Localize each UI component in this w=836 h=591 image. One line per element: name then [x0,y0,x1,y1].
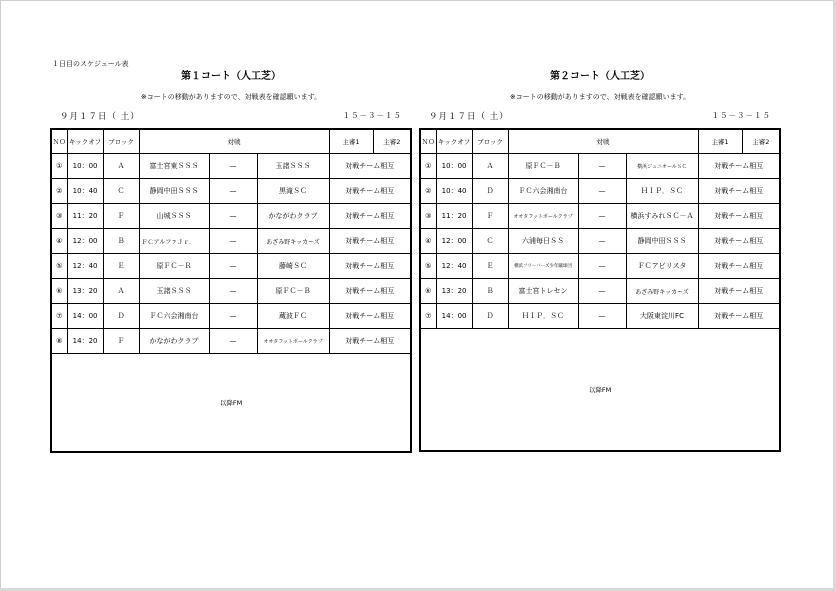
remark-text: 以降FM [51,354,411,453]
row-home-team: 山城ＳＳＳ [139,204,209,229]
row-block: Ａ [472,154,508,179]
court-date: ９月１７日（ 土） [429,112,509,122]
header-match: 対戦 [508,129,698,154]
row-away-team: ＨＩＰ．ＳＣ [626,179,698,204]
table-row [51,179,411,204]
row-no: ③ [51,204,67,229]
row-away-team: 静岡中田ＳＳＳ [626,229,698,254]
remark-row [51,354,411,453]
row-home-team: 原ＦＣ－Ｒ [139,254,209,279]
table-row [420,229,780,254]
row-separator: — [209,279,257,304]
row-referee: 対戦チーム相互 [329,229,411,254]
row-block: Ａ [103,279,139,304]
table-row [420,204,780,229]
row-referee: 対戦チーム相互 [329,304,411,329]
header-kickoff: キックオフ [436,129,472,154]
row-kickoff: 11：20 [67,204,103,229]
row-block: Ｄ [472,179,508,204]
court-note: ※コートの移動がありますので、対戦表を確認願います。 [509,93,691,101]
row-kickoff: 13：20 [67,279,103,304]
row-home-team: 玉諸ＳＳＳ [139,279,209,304]
row-away-team: 藤崎ＳＣ [257,254,329,279]
remark-text: 以降FM [420,329,780,452]
row-block: Ａ [103,154,139,179]
row-block: Ｅ [472,254,508,279]
row-referee: 対戦チーム相互 [698,279,780,304]
header-block: ブロック [103,129,139,154]
row-kickoff: 11：20 [436,204,472,229]
table-row [420,304,780,329]
row-referee: 対戦チーム相互 [329,179,411,204]
court-1 [50,68,412,453]
header-no: ＮＯ [51,129,67,154]
header-kickoff: キックオフ [67,129,103,154]
row-home-team: かながわクラブ [139,329,209,354]
court-note: ※コートの移動がありますので、対戦表を確認願います。 [140,93,322,101]
row-home-team: 原ＦＣ－Ｂ [508,154,578,179]
row-home-team: ＦＣアルファＪｒ． [139,229,209,254]
row-kickoff: 10：00 [67,154,103,179]
row-separator: — [578,254,626,279]
row-away-team: 黒滝ＳＣ [257,179,329,204]
row-referee: 対戦チーム相互 [329,204,411,229]
table-row [420,179,780,204]
row-kickoff: 12：40 [67,254,103,279]
row-away-team: オオタフットボールクラブ [257,329,329,354]
header-match: 対戦 [139,129,329,154]
row-separator: — [209,204,257,229]
row-referee: 対戦チーム相互 [698,179,780,204]
row-block: Ｄ [103,304,139,329]
row-kickoff: 14：00 [67,304,103,329]
row-no: ④ [420,229,436,254]
row-kickoff: 12：00 [436,229,472,254]
row-no: ⑤ [420,254,436,279]
row-home-team: ＨＩＰ．ＳＣ [508,304,578,329]
table-row [51,329,411,354]
row-kickoff: 12：40 [436,254,472,279]
row-no: ⑧ [51,329,67,354]
row-home-team: ＦＣ六会湘南台 [139,304,209,329]
row-separator: — [209,254,257,279]
table-row [51,229,411,254]
header-referee-1: 主審1 [698,129,742,154]
table-header-row [420,129,780,154]
row-referee: 対戦チーム相互 [329,279,411,304]
row-home-team: オオタフットボールクラブ [508,204,578,229]
row-away-team: 大阪東淀川FC [626,304,698,329]
row-no: ③ [420,204,436,229]
table-row [51,279,411,304]
row-referee: 対戦チーム相互 [698,204,780,229]
row-block: Ｂ [472,279,508,304]
row-separator: — [209,229,257,254]
row-referee: 対戦チーム相互 [698,304,780,329]
row-home-team: 静岡中田ＳＳＳ [139,179,209,204]
row-block: Ｅ [103,254,139,279]
row-no: ① [420,154,436,179]
row-no: ⑥ [420,279,436,304]
row-block: Ｃ [472,229,508,254]
row-home-team: 富士宮東ＳＳＳ [139,154,209,179]
row-separator: — [578,304,626,329]
court-title: 第２コート（人工芝） [550,71,650,82]
row-block: Ｆ [472,204,508,229]
row-home-team: 富士宮トレセン [508,279,578,304]
row-away-team: かながわクラブ [257,204,329,229]
remark-row [420,329,780,452]
row-referee: 対戦チーム相互 [329,329,411,354]
row-away-team: 横浜すみれＳＣ－Ａ [626,204,698,229]
row-separator: — [578,179,626,204]
row-separator: — [578,279,626,304]
row-block: Ｆ [103,204,139,229]
row-home-team: ＦＣ六会湘南台 [508,179,578,204]
row-kickoff: 14：20 [67,329,103,354]
court-date-row [50,108,412,124]
row-away-team: あざみ野キッカーズ [257,229,329,254]
row-home-team: 横浜フリーバーズ少年蹴球団 [508,254,578,279]
court-code: １５－３－１５ [711,111,771,120]
row-separator: — [209,154,257,179]
row-away-team: 原ＦＣ－Ｂ [257,279,329,304]
row-referee: 対戦チーム相互 [329,154,411,179]
row-away-team: 玉諸ＳＳＳ [257,154,329,179]
court-date: ９月１７日（ 土） [60,112,140,122]
court-title: 第１コート（人工芝） [181,71,281,82]
row-referee: 対戦チーム相互 [329,254,411,279]
table-row [420,279,780,304]
header-referee-2: 主審2 [742,129,780,154]
table-row [51,254,411,279]
table-row [51,154,411,179]
row-separator: — [209,304,257,329]
row-block: Ｄ [472,304,508,329]
table-row [51,304,411,329]
row-separator: — [578,229,626,254]
schedule-table [419,128,781,452]
row-separator: — [578,204,626,229]
header-referee-2: 主審2 [373,129,411,154]
row-kickoff: 12：00 [67,229,103,254]
header-referee-1: 主審1 [329,129,373,154]
row-referee: 対戦チーム相互 [698,254,780,279]
row-away-team: 横浜ジュニオールＳＣ [626,154,698,179]
table-row [420,154,780,179]
table-header-row [51,129,411,154]
row-home-team: 六浦毎日ＳＳ [508,229,578,254]
header-block: ブロック [472,129,508,154]
row-separator: — [209,179,257,204]
row-no: ⑦ [420,304,436,329]
row-kickoff: 14：00 [436,304,472,329]
row-kickoff: 13：20 [436,279,472,304]
row-away-team: ＦＣアビリスタ [626,254,698,279]
row-no: ⑤ [51,254,67,279]
row-no: ① [51,154,67,179]
row-away-team: 蔵波ＦＣ [257,304,329,329]
row-kickoff: 10：00 [436,154,472,179]
row-kickoff: 10：40 [436,179,472,204]
row-referee: 対戦チーム相互 [698,154,780,179]
court-date-row [419,108,781,124]
row-separator: — [209,329,257,354]
document-title: １日目のスケジュール表 [52,60,129,68]
row-no: ② [420,179,436,204]
row-kickoff: 10：40 [67,179,103,204]
table-row [51,204,411,229]
row-away-team: あざみ野キッカーズ [626,279,698,304]
court-2 [419,68,781,452]
row-no: ② [51,179,67,204]
row-block: Ｆ [103,329,139,354]
header-no: ＮＯ [420,129,436,154]
row-no: ⑥ [51,279,67,304]
row-referee: 対戦チーム相互 [698,229,780,254]
row-no: ⑦ [51,304,67,329]
schedule-table [50,128,412,453]
court-code: １５－３－１５ [342,111,402,120]
row-no: ④ [51,229,67,254]
row-block: Ｃ [103,179,139,204]
table-row [420,254,780,279]
row-separator: — [578,154,626,179]
row-block: Ｂ [103,229,139,254]
